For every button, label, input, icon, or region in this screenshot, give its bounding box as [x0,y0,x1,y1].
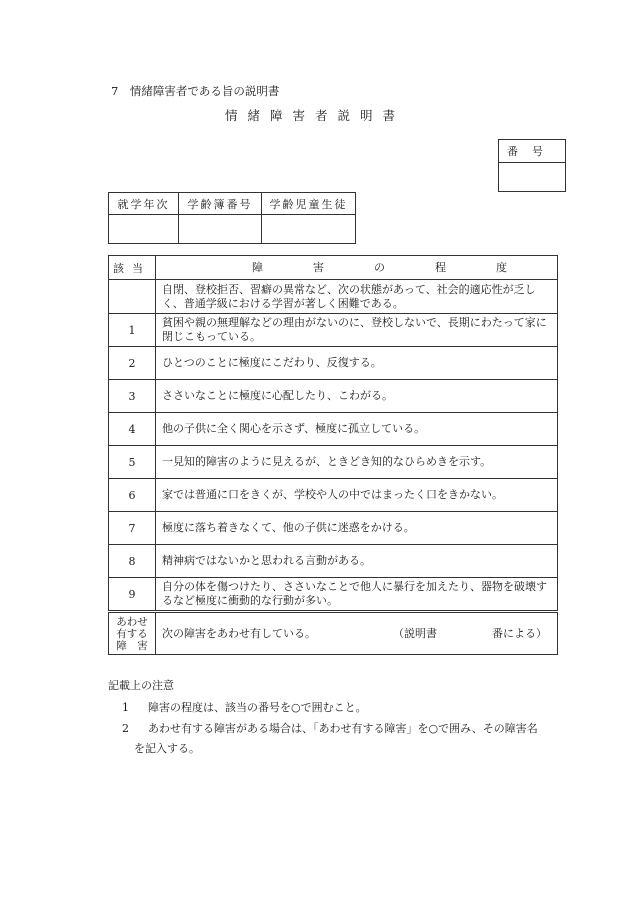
row-number[interactable]: 7 [109,512,156,545]
header-degree [156,256,558,280]
student-field[interactable] [262,215,356,244]
document-title: 情緒障害者説明書 [224,108,405,123]
row-number[interactable]: 4 [109,413,156,446]
label-line: 有する [116,627,148,640]
row-text: 精神病ではないかと思われる言動がある。 [156,545,558,578]
row-text: 家では普通に口をきくが、学校や人の中ではまったく口をきかない。 [156,479,558,512]
row-text: 極度に落ち着きなくて、他の子供に迷惑をかける。 [156,512,558,545]
row-number[interactable]: 5 [109,446,156,479]
table-row[interactable] [109,347,558,380]
row-text: 自分の体を傷つけたり、ささいなことで他人に暴行を加えたり、器物を破壊するなど極度に衝動的な行動が多い。 [156,578,558,612]
row-text: 貧困や親の無理解などの理由がないのに、登校しないで、長期にわたって家に閉じこもっている。 [156,314,558,347]
header-degree-char: 程 [435,260,446,274]
reference-prefix: （説明書 [393,626,437,640]
row-text: 他の子供に全く関心を示さず、極度に孤立している。 [156,413,558,446]
note-item [122,699,367,715]
note-text: 障害の程度は、該当の番号を○で囲むこと。 [148,701,367,714]
register-number-field[interactable] [179,215,262,244]
table-row[interactable] [109,545,558,578]
number-label: 番号 [499,140,566,163]
section-heading: 7 情緒障害者である旨の説明書 [111,84,280,98]
row-number[interactable]: 9 [109,578,156,612]
note-text: あわせ有する障害がある場合は、「あわせ有する障害」を○で囲み、その障害名 [148,722,538,735]
header-register-number: 学齢簿番号 [179,193,262,215]
row-text: ひとつのことに極度にこだわり、反復する。 [156,347,558,380]
row-number[interactable]: 6 [109,479,156,512]
table-row[interactable] [109,413,558,446]
intro-text: 自閉、登校拒否、習癖の異常など、次の状態があって、社会的適応性が乏しく、普通学級における学習が著しく困難である。 [156,280,558,314]
note-number: 2 [122,722,129,735]
table-row[interactable] [109,446,558,479]
header-degree-char: 度 [496,260,507,274]
notes-title: 記載上の注意 [108,679,174,692]
student-info-table [108,192,356,244]
note-item [122,720,538,736]
number-box [498,139,566,192]
reference-suffix: 番による） [492,626,547,640]
header-school-year: 就学年次 [109,193,179,215]
combined-disorder-statement: 次の障害をあわせ有している。 [162,626,316,640]
row-number[interactable]: 2 [109,347,156,380]
table-row[interactable] [109,479,558,512]
combined-disorder-label[interactable] [109,612,156,655]
combined-disorder-text [156,612,558,655]
row-text: 一見知的障害のように見えるが、ときどき知的なひらめきを示す。 [156,446,558,479]
row-number[interactable]: 8 [109,545,156,578]
header-applicable: 該当 [109,256,156,280]
note-number: 1 [122,701,129,714]
label-line: 障 害 [116,639,148,652]
intro-number-cell [109,280,156,314]
label-line: あわせ [116,615,148,628]
note-continuation: を記入する。 [134,742,200,755]
school-year-field[interactable] [109,215,179,244]
header-student: 学齢児童生徒 [262,193,356,215]
header-degree-char: 障 [252,260,263,274]
combined-disorder-row[interactable] [109,612,558,655]
table-row[interactable] [109,578,558,612]
number-field[interactable] [499,163,566,192]
table-row[interactable] [109,380,558,413]
table-row[interactable] [109,512,558,545]
row-number[interactable]: 3 [109,380,156,413]
header-degree-char: 害 [313,260,324,274]
row-text: ささいなことに極度に心配したり、こわがる。 [156,380,558,413]
disorder-degree-table [108,255,558,655]
row-number[interactable]: 1 [109,314,156,347]
table-row[interactable] [109,314,558,347]
header-degree-char: の [374,260,385,274]
